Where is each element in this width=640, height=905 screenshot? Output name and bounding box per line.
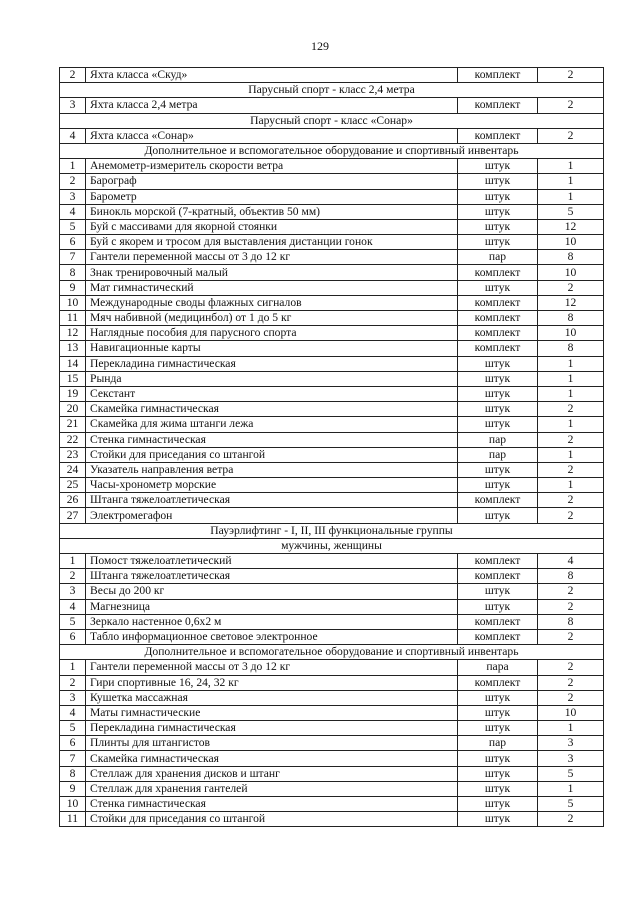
unit-of-measure: комплект	[458, 569, 538, 584]
quantity: 2	[538, 98, 604, 113]
table-row	[60, 751, 604, 766]
item-name: Международные своды флажных сигналов	[86, 295, 458, 310]
quantity: 8	[538, 614, 604, 629]
quantity: 1	[538, 189, 604, 204]
item-name: Перекладина гимнастическая	[86, 356, 458, 371]
unit-of-measure: штук	[458, 371, 538, 386]
quantity: 2	[538, 508, 604, 523]
unit-of-measure: комплект	[458, 554, 538, 569]
row-number: 26	[60, 493, 86, 508]
section-header-row	[60, 83, 604, 98]
quantity: 3	[538, 736, 604, 751]
table-row	[60, 189, 604, 204]
unit-of-measure: комплект	[458, 675, 538, 690]
row-number: 10	[60, 797, 86, 812]
table-row	[60, 68, 604, 83]
row-number: 10	[60, 295, 86, 310]
unit-of-measure: пар	[458, 432, 538, 447]
quantity: 10	[538, 235, 604, 250]
item-name: Весы до 200 кг	[86, 584, 458, 599]
row-number: 1	[60, 159, 86, 174]
unit-of-measure: комплект	[458, 98, 538, 113]
unit-of-measure: штук	[458, 159, 538, 174]
section-title: Парусный спорт - класс «Сонар»	[60, 113, 604, 128]
unit-of-measure: комплект	[458, 265, 538, 280]
quantity: 1	[538, 159, 604, 174]
item-name: Яхта класса 2,4 метра	[86, 98, 458, 113]
quantity: 1	[538, 781, 604, 796]
item-name: Гантели переменной массы от 3 до 12 кг	[86, 250, 458, 265]
table-row	[60, 797, 604, 812]
section-header-row	[60, 538, 604, 553]
item-name: Стойки для приседания со штангой	[86, 812, 458, 827]
unit-of-measure: штук	[458, 174, 538, 189]
unit-of-measure: штук	[458, 812, 538, 827]
row-number: 4	[60, 204, 86, 219]
unit-of-measure: штук	[458, 766, 538, 781]
table-row	[60, 341, 604, 356]
row-number: 4	[60, 128, 86, 143]
table-row	[60, 159, 604, 174]
row-number: 3	[60, 690, 86, 705]
quantity: 8	[538, 311, 604, 326]
quantity: 2	[538, 629, 604, 644]
item-name: Навигационные карты	[86, 341, 458, 356]
quantity: 1	[538, 356, 604, 371]
unit-of-measure: штук	[458, 386, 538, 401]
row-number: 14	[60, 356, 86, 371]
table-row	[60, 250, 604, 265]
item-name: Часы-хронометр морские	[86, 478, 458, 493]
item-name: Гири спортивные 16, 24, 32 кг	[86, 675, 458, 690]
item-name: Маты гимнастические	[86, 705, 458, 720]
quantity: 2	[538, 128, 604, 143]
item-name: Перекладина гимнастическая	[86, 721, 458, 736]
quantity: 10	[538, 326, 604, 341]
unit-of-measure: пар	[458, 736, 538, 751]
quantity: 8	[538, 341, 604, 356]
item-name: Указатель направления ветра	[86, 462, 458, 477]
section-title: Пауэрлифтинг - I, II, III функциональные группы	[60, 523, 604, 538]
unit-of-measure: комплект	[458, 629, 538, 644]
item-name: Яхта класса «Сонар»	[86, 128, 458, 143]
item-name: Мяч набивной (медицинбол) от 1 до 5 кг	[86, 311, 458, 326]
item-name: Помост тяжелоатлетический	[86, 554, 458, 569]
item-name: Зеркало настенное 0,6х2 м	[86, 614, 458, 629]
item-name: Наглядные пособия для парусного спорта	[86, 326, 458, 341]
unit-of-measure: пара	[458, 660, 538, 675]
table-row	[60, 766, 604, 781]
item-name: Плинты для штангистов	[86, 736, 458, 751]
unit-of-measure: штук	[458, 797, 538, 812]
row-number: 6	[60, 629, 86, 644]
equipment-table-body	[60, 68, 604, 827]
table-row	[60, 781, 604, 796]
table-row	[60, 174, 604, 189]
unit-of-measure: штук	[458, 781, 538, 796]
table-row	[60, 736, 604, 751]
unit-of-measure: штук	[458, 721, 538, 736]
row-number: 9	[60, 280, 86, 295]
table-row	[60, 721, 604, 736]
row-number: 8	[60, 766, 86, 781]
table-row	[60, 432, 604, 447]
quantity: 5	[538, 204, 604, 219]
quantity: 2	[538, 584, 604, 599]
table-row	[60, 614, 604, 629]
section-title: мужчины, женщины	[60, 538, 604, 553]
unit-of-measure: штук	[458, 751, 538, 766]
unit-of-measure: штук	[458, 705, 538, 720]
row-number: 24	[60, 462, 86, 477]
quantity: 8	[538, 250, 604, 265]
row-number: 13	[60, 341, 86, 356]
table-row	[60, 705, 604, 720]
table-row	[60, 584, 604, 599]
row-number: 11	[60, 311, 86, 326]
row-number: 2	[60, 174, 86, 189]
unit-of-measure: штук	[458, 417, 538, 432]
row-number: 2	[60, 68, 86, 83]
row-number: 8	[60, 265, 86, 280]
quantity: 2	[538, 432, 604, 447]
unit-of-measure: штук	[458, 599, 538, 614]
item-name: Электромегафон	[86, 508, 458, 523]
unit-of-measure: штук	[458, 478, 538, 493]
item-name: Стеллаж для хранения дисков и штанг	[86, 766, 458, 781]
item-name: Секстант	[86, 386, 458, 401]
quantity: 2	[538, 68, 604, 83]
unit-of-measure: комплект	[458, 493, 538, 508]
unit-of-measure: комплект	[458, 326, 538, 341]
unit-of-measure: штук	[458, 402, 538, 417]
item-name: Скамейка гимнастическая	[86, 751, 458, 766]
row-number: 20	[60, 402, 86, 417]
table-row	[60, 554, 604, 569]
item-name: Штанга тяжелоатлетическая	[86, 493, 458, 508]
row-number: 7	[60, 751, 86, 766]
quantity: 1	[538, 386, 604, 401]
quantity: 2	[538, 675, 604, 690]
quantity: 2	[538, 599, 604, 614]
row-number: 15	[60, 371, 86, 386]
unit-of-measure: комплект	[458, 311, 538, 326]
table-row	[60, 478, 604, 493]
unit-of-measure: комплект	[458, 128, 538, 143]
section-header-row	[60, 645, 604, 660]
table-row	[60, 311, 604, 326]
section-title: Дополнительное и вспомогательное оборудование и спортивный инвентарь	[60, 143, 604, 158]
row-number: 3	[60, 189, 86, 204]
quantity: 8	[538, 569, 604, 584]
table-row	[60, 204, 604, 219]
unit-of-measure: штук	[458, 690, 538, 705]
unit-of-measure: штук	[458, 189, 538, 204]
quantity: 2	[538, 660, 604, 675]
unit-of-measure: штук	[458, 508, 538, 523]
row-number: 2	[60, 675, 86, 690]
row-number: 11	[60, 812, 86, 827]
row-number: 25	[60, 478, 86, 493]
item-name: Кушетка массажная	[86, 690, 458, 705]
item-name: Знак тренировочный малый	[86, 265, 458, 280]
quantity: 5	[538, 797, 604, 812]
quantity: 3	[538, 751, 604, 766]
row-number: 2	[60, 569, 86, 584]
row-number: 21	[60, 417, 86, 432]
table-row	[60, 569, 604, 584]
unit-of-measure: комплект	[458, 68, 538, 83]
table-row	[60, 690, 604, 705]
row-number: 6	[60, 736, 86, 751]
item-name: Гантели переменной массы от 3 до 12 кг	[86, 660, 458, 675]
item-name: Мат гимнастический	[86, 280, 458, 295]
row-number: 5	[60, 614, 86, 629]
unit-of-measure: штук	[458, 584, 538, 599]
item-name: Магнезница	[86, 599, 458, 614]
quantity: 1	[538, 447, 604, 462]
table-row	[60, 493, 604, 508]
item-name: Стойки для приседания со штангой	[86, 447, 458, 462]
row-number: 19	[60, 386, 86, 401]
unit-of-measure: штук	[458, 462, 538, 477]
item-name: Табло информационное световое электронное	[86, 629, 458, 644]
quantity: 1	[538, 478, 604, 493]
item-name: Стенка гимнастическая	[86, 432, 458, 447]
section-header-row	[60, 113, 604, 128]
quantity: 5	[538, 766, 604, 781]
quantity: 2	[538, 462, 604, 477]
quantity: 2	[538, 402, 604, 417]
equipment-table	[59, 67, 604, 827]
item-name: Стенка гимнастическая	[86, 797, 458, 812]
item-name: Бинокль морской (7-кратный, объектив 50 мм)	[86, 204, 458, 219]
table-row	[60, 356, 604, 371]
table-row	[60, 417, 604, 432]
table-row	[60, 629, 604, 644]
page-number: 129	[311, 39, 329, 53]
unit-of-measure: пар	[458, 447, 538, 462]
unit-of-measure: комплект	[458, 614, 538, 629]
quantity: 1	[538, 371, 604, 386]
item-name: Рында	[86, 371, 458, 386]
table-row	[60, 371, 604, 386]
item-name: Штанга тяжелоатлетическая	[86, 569, 458, 584]
table-row	[60, 235, 604, 250]
table-row	[60, 98, 604, 113]
item-name: Яхта класса «Скуд»	[86, 68, 458, 83]
section-header-row	[60, 143, 604, 158]
item-name: Анемометр-измеритель скорости ветра	[86, 159, 458, 174]
row-number: 23	[60, 447, 86, 462]
row-number: 4	[60, 705, 86, 720]
quantity: 1	[538, 721, 604, 736]
table-row	[60, 402, 604, 417]
table-row	[60, 447, 604, 462]
table-row	[60, 675, 604, 690]
table-row	[60, 386, 604, 401]
table-row	[60, 599, 604, 614]
row-number: 7	[60, 250, 86, 265]
quantity: 12	[538, 295, 604, 310]
table-row	[60, 508, 604, 523]
item-name: Барограф	[86, 174, 458, 189]
row-number: 27	[60, 508, 86, 523]
quantity: 2	[538, 690, 604, 705]
item-name: Барометр	[86, 189, 458, 204]
row-number: 4	[60, 599, 86, 614]
unit-of-measure: штук	[458, 356, 538, 371]
row-number: 9	[60, 781, 86, 796]
unit-of-measure: штук	[458, 204, 538, 219]
table-row	[60, 219, 604, 234]
section-title: Парусный спорт - класс 2,4 метра	[60, 83, 604, 98]
row-number: 5	[60, 219, 86, 234]
unit-of-measure: штук	[458, 280, 538, 295]
row-number: 3	[60, 584, 86, 599]
item-name: Скамейка гимнастическая	[86, 402, 458, 417]
table-row	[60, 812, 604, 827]
quantity: 2	[538, 493, 604, 508]
quantity: 10	[538, 265, 604, 280]
item-name: Буй с массивами для якорной стоянки	[86, 219, 458, 234]
quantity: 1	[538, 417, 604, 432]
item-name: Буй с якорем и тросом для выставления дистанции гонок	[86, 235, 458, 250]
table-row	[60, 462, 604, 477]
quantity: 1	[538, 174, 604, 189]
table-row	[60, 295, 604, 310]
row-number: 5	[60, 721, 86, 736]
item-name: Скамейка для жима штанги лежа	[86, 417, 458, 432]
quantity: 2	[538, 280, 604, 295]
unit-of-measure: штук	[458, 235, 538, 250]
section-header-row	[60, 523, 604, 538]
unit-of-measure: пар	[458, 250, 538, 265]
row-number: 1	[60, 554, 86, 569]
unit-of-measure: штук	[458, 219, 538, 234]
table-row	[60, 265, 604, 280]
unit-of-measure: комплект	[458, 341, 538, 356]
table-row	[60, 660, 604, 675]
quantity: 2	[538, 812, 604, 827]
quantity: 4	[538, 554, 604, 569]
quantity: 12	[538, 219, 604, 234]
table-row	[60, 326, 604, 341]
unit-of-measure: комплект	[458, 295, 538, 310]
item-name: Стеллаж для хранения гантелей	[86, 781, 458, 796]
table-row	[60, 280, 604, 295]
row-number: 12	[60, 326, 86, 341]
row-number: 6	[60, 235, 86, 250]
row-number: 1	[60, 660, 86, 675]
section-title: Дополнительное и вспомогательное оборудование и спортивный инвентарь	[60, 645, 604, 660]
row-number: 3	[60, 98, 86, 113]
row-number: 22	[60, 432, 86, 447]
table-row	[60, 128, 604, 143]
quantity: 10	[538, 705, 604, 720]
